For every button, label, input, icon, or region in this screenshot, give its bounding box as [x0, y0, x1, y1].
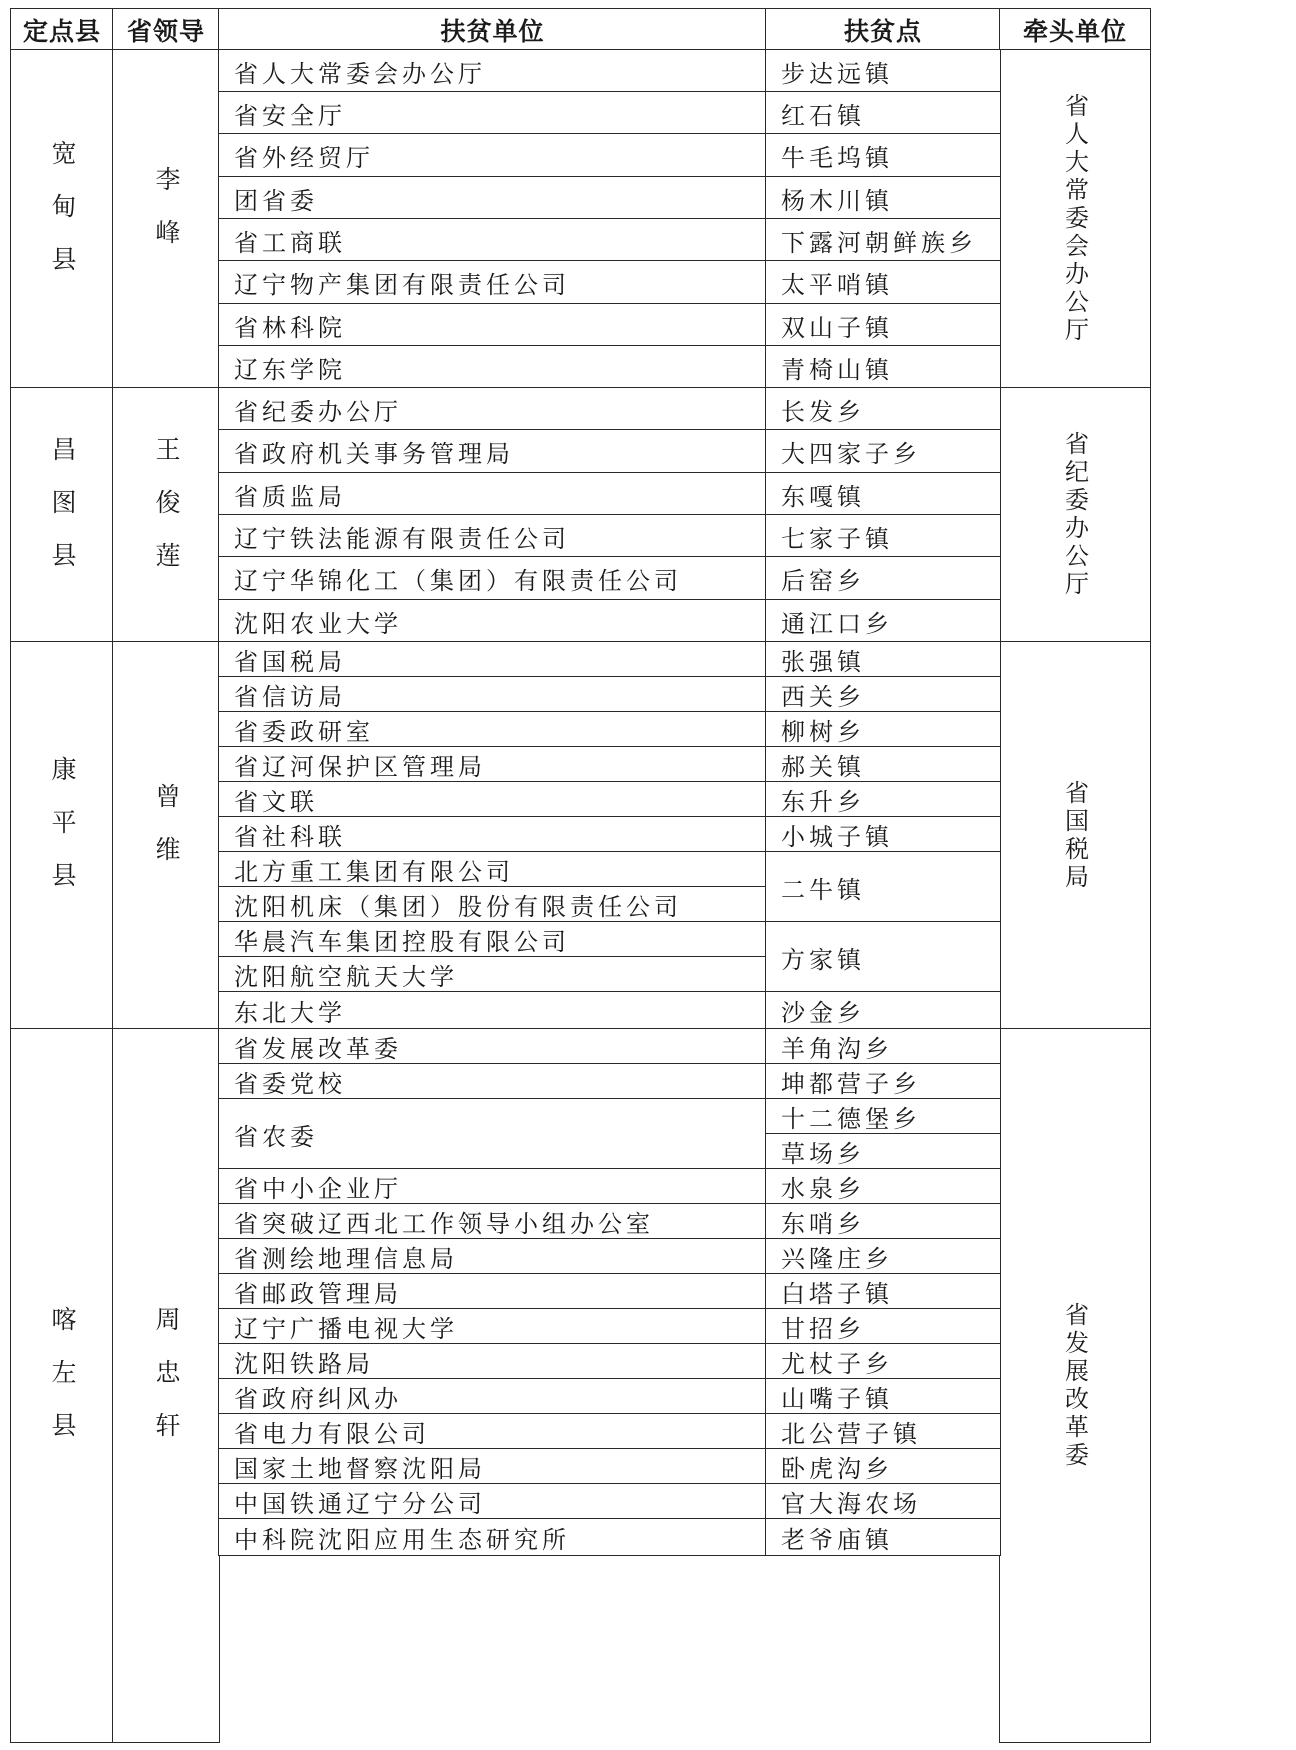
point-cell: 下露河朝鲜族乡: [765, 218, 1001, 262]
point-cell: 方家镇: [765, 921, 1001, 993]
point-cell: 尤杖子乡: [765, 1343, 1001, 1380]
point-cell: 大四家子乡: [765, 429, 1001, 474]
point-cell: 张强镇: [765, 641, 1001, 678]
unit-cell: 省委党校: [218, 1063, 767, 1100]
point-cell: 东升乡: [765, 781, 1001, 818]
leader-cell: 王俊莲: [112, 387, 220, 643]
point-cell: 小城子镇: [765, 816, 1001, 853]
lead-unit-cell: 省人大常委会办公厅: [999, 49, 1151, 389]
point-cell: 红石镇: [765, 91, 1001, 135]
unit-cell: 中科院沈阳应用生态研究所: [218, 1518, 767, 1556]
header-leader: 省领导: [112, 8, 220, 51]
unit-cell: 省发展改革委: [218, 1028, 767, 1065]
unit-cell: 省工商联: [218, 218, 767, 262]
point-cell: 西关乡: [765, 676, 1001, 713]
unit-cell: 辽宁广播电视大学: [218, 1308, 767, 1345]
leader-cell: 李峰: [112, 49, 220, 389]
point-cell: 东哨乡: [765, 1203, 1001, 1240]
unit-cell: 省辽河保护区管理局: [218, 746, 767, 783]
unit-cell: 辽宁铁法能源有限责任公司: [218, 514, 767, 558]
point-cell: 草场乡: [765, 1133, 1001, 1170]
point-cell: 甘招乡: [765, 1308, 1001, 1345]
unit-cell: 省国税局: [218, 641, 767, 678]
header-county: 定点县: [10, 8, 114, 51]
county-cell: 宽甸县: [10, 49, 114, 389]
unit-cell: 沈阳机床（集团）股份有限责任公司: [218, 886, 767, 923]
header-unit: 扶贫单位: [218, 8, 767, 51]
point-cell: 老爷庙镇: [765, 1518, 1001, 1556]
unit-cell: 国家土地督察沈阳局: [218, 1448, 767, 1485]
point-cell: 柳树乡: [765, 711, 1001, 748]
unit-cell: 省林科院: [218, 303, 767, 347]
unit-cell: 省质监局: [218, 472, 767, 516]
point-cell: 郝关镇: [765, 746, 1001, 783]
unit-cell: 省外经贸厅: [218, 133, 767, 178]
unit-cell: 省测绘地理信息局: [218, 1238, 767, 1275]
unit-cell: 省农委: [218, 1098, 767, 1170]
point-cell: 山嘴子镇: [765, 1378, 1001, 1415]
unit-cell: 省中小企业厅: [218, 1168, 767, 1205]
point-cell: 十二德堡乡: [765, 1098, 1001, 1135]
unit-cell: 省委政研室: [218, 711, 767, 748]
unit-cell: 团省委: [218, 176, 767, 220]
point-cell: 坤都营子乡: [765, 1063, 1001, 1100]
lead-unit-cell: 省国税局: [999, 641, 1151, 1030]
point-cell: 杨木川镇: [765, 176, 1001, 220]
header-point: 扶贫点: [765, 8, 1001, 51]
unit-cell: 省政府纠风办: [218, 1378, 767, 1415]
point-cell: 兴隆庄乡: [765, 1238, 1001, 1275]
unit-cell: 辽东学院: [218, 345, 767, 389]
unit-cell: 中国铁通辽宁分公司: [218, 1483, 767, 1520]
point-cell: 水泉乡: [765, 1168, 1001, 1205]
county-cell: 喀左县: [10, 1028, 114, 1743]
point-cell: 通江口乡: [765, 599, 1001, 643]
header-lead-unit: 牵头单位: [999, 8, 1151, 51]
unit-cell: 省社科联: [218, 816, 767, 853]
point-cell: 北公营子镇: [765, 1413, 1001, 1450]
county-cell: 康平县: [10, 641, 114, 1030]
point-cell: 白塔子镇: [765, 1273, 1001, 1310]
point-cell: 二牛镇: [765, 851, 1001, 923]
point-cell: 步达远镇: [765, 49, 1001, 93]
unit-cell: 省电力有限公司: [218, 1413, 767, 1450]
unit-cell: 辽宁物产集团有限责任公司: [218, 260, 767, 305]
unit-cell: 沈阳航空航天大学: [218, 956, 767, 993]
unit-cell: 省突破辽西北工作领导小组办公室: [218, 1203, 767, 1240]
point-cell: 东嘎镇: [765, 472, 1001, 516]
point-cell: 太平哨镇: [765, 260, 1001, 305]
unit-cell: 省邮政管理局: [218, 1273, 767, 1310]
point-cell: 官大海农场: [765, 1483, 1001, 1520]
unit-cell: 华晨汽车集团控股有限公司: [218, 921, 767, 958]
point-cell: 青椅山镇: [765, 345, 1001, 389]
unit-cell: 省文联: [218, 781, 767, 818]
unit-cell: 东北大学: [218, 991, 767, 1030]
point-cell: 后窑乡: [765, 556, 1001, 601]
unit-cell: 省信访局: [218, 676, 767, 713]
point-cell: 沙金乡: [765, 991, 1001, 1030]
lead-unit-cell: 省发展改革委: [999, 1028, 1151, 1743]
unit-cell: 省政府机关事务管理局: [218, 429, 767, 474]
leader-cell: 周忠轩: [112, 1028, 220, 1743]
lead-unit-cell: 省纪委办公厅: [999, 387, 1151, 643]
point-cell: 牛毛坞镇: [765, 133, 1001, 178]
unit-cell: 北方重工集团有限公司: [218, 851, 767, 888]
point-cell: 羊角沟乡: [765, 1028, 1001, 1065]
point-cell: 长发乡: [765, 387, 1001, 431]
point-cell: 双山子镇: [765, 303, 1001, 347]
point-cell: 七家子镇: [765, 514, 1001, 558]
unit-cell: 辽宁华锦化工（集团）有限责任公司: [218, 556, 767, 601]
county-cell: 昌图县: [10, 387, 114, 643]
unit-cell: 省纪委办公厅: [218, 387, 767, 431]
unit-cell: 省安全厅: [218, 91, 767, 135]
unit-cell: 省人大常委会办公厅: [218, 49, 767, 93]
unit-cell: 沈阳铁路局: [218, 1343, 767, 1380]
unit-cell: 沈阳农业大学: [218, 599, 767, 643]
point-cell: 卧虎沟乡: [765, 1448, 1001, 1485]
leader-cell: 曾维: [112, 641, 220, 1030]
